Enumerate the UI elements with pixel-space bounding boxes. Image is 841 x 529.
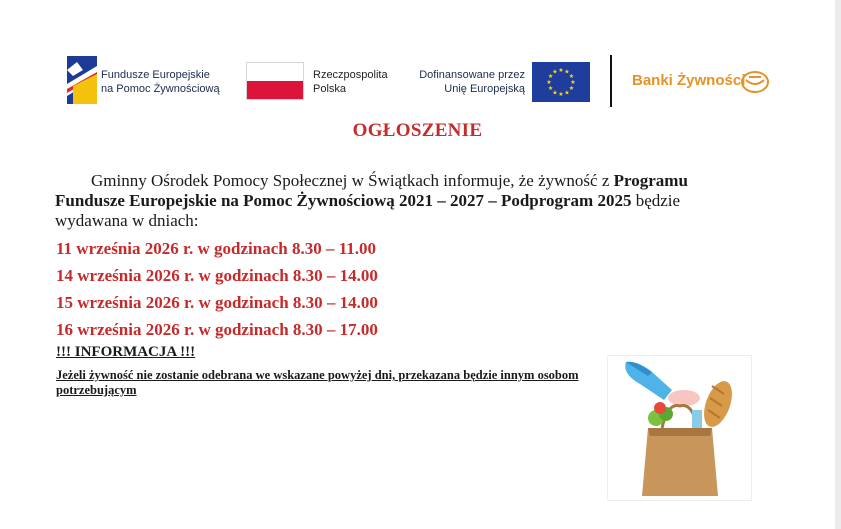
svg-text:★: ★	[558, 67, 564, 74]
bz-logo-text: Banki Żywności	[632, 72, 746, 89]
rp-line-2: Polska	[313, 83, 347, 95]
date-item: 11 września 2026 r. w godzinach 8.30 – 11.00	[56, 239, 377, 258]
page-edge	[835, 0, 841, 529]
fe-logo-text	[101, 68, 220, 96]
grocery-bag-icon	[608, 356, 751, 500]
rp-logo-text	[313, 68, 388, 96]
svg-text:★: ★	[558, 91, 564, 98]
rp-line-1: Rzeczpospolita	[313, 69, 388, 81]
polish-flag-icon	[246, 62, 304, 100]
logo-divider	[610, 55, 612, 107]
svg-text:★: ★	[564, 68, 570, 76]
fe-line-1: Fundusze Europejskie	[101, 69, 210, 81]
program-name: Programu Fundusze Europejskie na Pomoc Żywnościową 2021 – 2027 – Podprogram 2025	[55, 171, 688, 210]
date-item: 15 września 2026 r. w godzinach 8.30 – 14.00	[56, 293, 378, 312]
distribution-dates	[56, 239, 378, 347]
ue-line-2: Unię Europejską	[444, 83, 525, 95]
svg-text:★: ★	[568, 73, 575, 80]
intro-tail: będzie wydawana w dniach:	[55, 191, 681, 230]
date-item: 14 września 2026 r. w godzinach 8.30 – 14.00	[56, 266, 378, 285]
ue-line-1: Dofinansowane przez	[419, 69, 525, 81]
info-heading: !!! INFORMACJA !!!	[56, 344, 196, 360]
announcement-title: OGŁOSZENIE	[352, 120, 483, 141]
svg-text:★: ★	[552, 89, 558, 97]
grocery-bag-image	[607, 355, 752, 501]
eu-flag-icon	[532, 62, 590, 102]
ue-logo-text	[409, 68, 525, 96]
svg-text:★: ★	[570, 79, 576, 86]
announcement-intro	[55, 171, 745, 231]
logo-bar	[0, 0, 835, 120]
fe-line-2: na Pomoc Żywnościową	[101, 83, 220, 95]
date-item: 16 września 2026 r. w godzinach 8.30 – 17.00	[56, 320, 378, 339]
svg-text:★: ★	[568, 85, 575, 92]
svg-text:★: ★	[547, 85, 554, 92]
intro-text: Gminny Ośrodek Pomocy Społecznej w Świątkach informuje, że żywność z	[91, 171, 614, 190]
info-note: Jeżeli żywność nie zostanie odebrana we wskazane powyżej dni, przekazana będzie innym osobom potrzebującym	[56, 368, 579, 397]
svg-text:★: ★	[547, 73, 554, 80]
fe-flag-icon	[67, 56, 97, 109]
svg-text:★: ★	[546, 79, 552, 86]
svg-text:★: ★	[564, 89, 570, 97]
food-bank-icon	[740, 68, 770, 99]
svg-text:★: ★	[552, 68, 558, 76]
